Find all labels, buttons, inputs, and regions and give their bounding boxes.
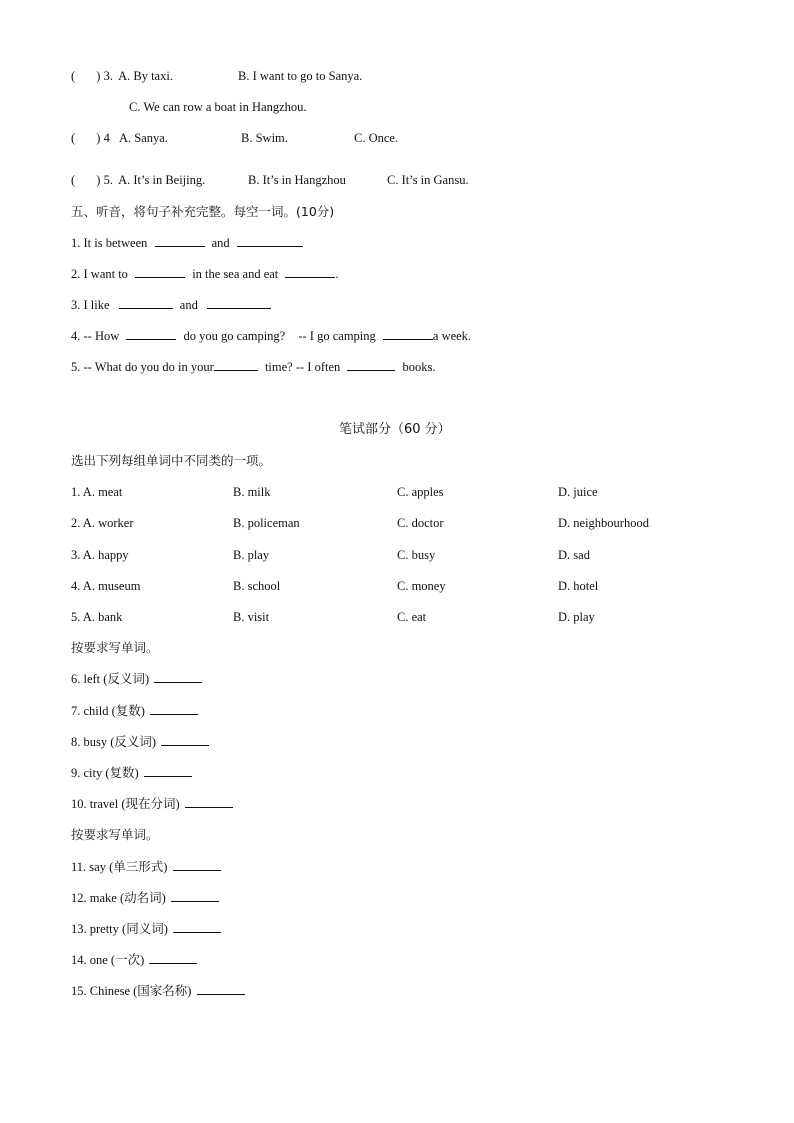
sentence-text: -- I go camping bbox=[298, 329, 376, 343]
question-5-option-c: C. It’s in Gansu. bbox=[387, 173, 469, 187]
item-text: 10. travel (现在分词) bbox=[71, 797, 180, 811]
choice-c: C. money bbox=[397, 579, 446, 593]
sentence-3 bbox=[71, 297, 271, 313]
blank bbox=[237, 235, 303, 247]
choice-b: B. milk bbox=[233, 485, 271, 499]
instruction-odd-one-out: 选出下列每组单词中不同类的一项。 bbox=[71, 453, 272, 468]
question-number: ) 4 bbox=[96, 131, 110, 145]
item-text: 15. Chinese (国家名称) bbox=[71, 984, 192, 998]
question-4-option-c: C. Once. bbox=[354, 131, 399, 145]
question-4 bbox=[71, 130, 168, 146]
blank bbox=[135, 266, 185, 278]
answer-paren: ( bbox=[71, 173, 76, 187]
blank bbox=[197, 983, 245, 995]
sentence-5 bbox=[71, 359, 436, 375]
sentence-2 bbox=[71, 266, 339, 282]
list-item bbox=[71, 952, 197, 968]
choice-b: B. visit bbox=[233, 610, 270, 624]
blank bbox=[144, 765, 192, 777]
choice-a: 3. A. happy bbox=[71, 548, 129, 562]
list-item bbox=[71, 890, 219, 906]
blank bbox=[126, 328, 176, 340]
question-4-option-b: B. Swim. bbox=[241, 131, 288, 145]
sentence-text: 4. -- How bbox=[71, 329, 120, 343]
blank bbox=[185, 796, 233, 808]
choice-d: D. sad bbox=[558, 548, 590, 562]
item-text: 11. say (单三形式) bbox=[71, 860, 168, 874]
answer-paren: ( bbox=[71, 69, 76, 83]
option-a: A. It’s in Beijing. bbox=[118, 173, 206, 187]
list-item bbox=[71, 765, 192, 781]
question-number: ) 3. bbox=[96, 69, 113, 83]
item-text: 7. child (复数) bbox=[71, 704, 145, 718]
sentence-text: and bbox=[179, 298, 198, 312]
item-text: 9. city (复数) bbox=[71, 766, 139, 780]
sentence-text: 3. I like bbox=[71, 298, 110, 312]
choice-d: D. neighbourhood bbox=[558, 516, 649, 530]
list-item bbox=[71, 921, 221, 937]
choice-c: C. eat bbox=[397, 610, 427, 624]
blank bbox=[171, 890, 219, 902]
choice-a: 1. A. meat bbox=[71, 485, 123, 499]
choice-a: 5. A. bank bbox=[71, 610, 123, 624]
blank bbox=[154, 671, 202, 683]
sentence-text: in the sea and eat bbox=[192, 267, 279, 281]
item-text: 14. one (一次) bbox=[71, 953, 145, 967]
blank bbox=[119, 297, 173, 309]
sentence-text: 5. -- What do you do in your bbox=[71, 360, 214, 374]
question-3-option-b: B. I want to go to Sanya. bbox=[238, 69, 363, 83]
question-5 bbox=[71, 172, 205, 188]
list-item bbox=[71, 671, 202, 687]
blank bbox=[149, 952, 197, 964]
blank bbox=[383, 328, 433, 340]
sentence-text: . bbox=[335, 267, 339, 281]
answer-paren: ( bbox=[71, 131, 76, 145]
question-5-option-b: B. It’s in Hangzhou bbox=[248, 173, 346, 187]
item-text: 13. pretty (同义词) bbox=[71, 922, 168, 936]
choice-a: 2. A. worker bbox=[71, 516, 134, 530]
blank bbox=[155, 235, 205, 247]
list-item bbox=[71, 859, 221, 875]
question-3 bbox=[71, 68, 173, 84]
blank bbox=[347, 359, 395, 371]
item-text: 6. left (反义词) bbox=[71, 672, 150, 686]
sentence-text: time? -- I often bbox=[264, 360, 341, 374]
choice-c: C. apples bbox=[397, 485, 444, 499]
item-text: 12. make (动名词) bbox=[71, 891, 166, 905]
instruction-write-words: 按要求写单词。 bbox=[71, 640, 159, 655]
blank bbox=[150, 703, 198, 715]
sentence-text: and bbox=[211, 236, 230, 250]
list-item bbox=[71, 796, 233, 812]
option-a: A. By taxi. bbox=[118, 69, 173, 83]
section-5-heading: 五、听音，将句子补充完整。每空一词。(10分) bbox=[71, 204, 335, 219]
blank bbox=[285, 266, 335, 278]
sentence-text: a week. bbox=[432, 329, 472, 343]
sentence-text: books. bbox=[402, 360, 436, 374]
sentence-1 bbox=[71, 235, 303, 251]
list-item bbox=[71, 703, 198, 719]
written-heading: 笔试部分（60 分） bbox=[339, 422, 451, 437]
choice-b: B. school bbox=[233, 579, 281, 593]
choice-d: D. hotel bbox=[558, 579, 599, 593]
choice-d: D. play bbox=[558, 610, 595, 624]
question-number: ) 5. bbox=[96, 173, 113, 187]
instruction-write-words-2: 按要求写单词。 bbox=[71, 827, 159, 842]
choice-a: 4. A. museum bbox=[71, 579, 141, 593]
blank bbox=[173, 921, 221, 933]
choice-c: C. busy bbox=[397, 548, 436, 562]
blank bbox=[161, 734, 209, 746]
option-a: A. Sanya. bbox=[118, 131, 168, 145]
item-text: 8. busy (反义词) bbox=[71, 735, 157, 749]
blank bbox=[207, 297, 271, 309]
sentence-text: do you go camping? bbox=[183, 329, 286, 343]
question-3-option-c: C. We can row a boat in Hangzhou. bbox=[129, 100, 307, 114]
sentence-text: 2. I want to bbox=[71, 267, 128, 281]
sentence-4 bbox=[71, 328, 471, 344]
blank bbox=[173, 859, 221, 871]
sentence-text: 1. It is between bbox=[71, 236, 148, 250]
list-item bbox=[71, 734, 209, 750]
choice-c: C. doctor bbox=[397, 516, 444, 530]
choice-d: D. juice bbox=[558, 485, 598, 499]
list-item bbox=[71, 983, 245, 999]
blank bbox=[214, 359, 258, 371]
choice-b: B. policeman bbox=[233, 516, 300, 530]
choice-b: B. play bbox=[233, 548, 270, 562]
